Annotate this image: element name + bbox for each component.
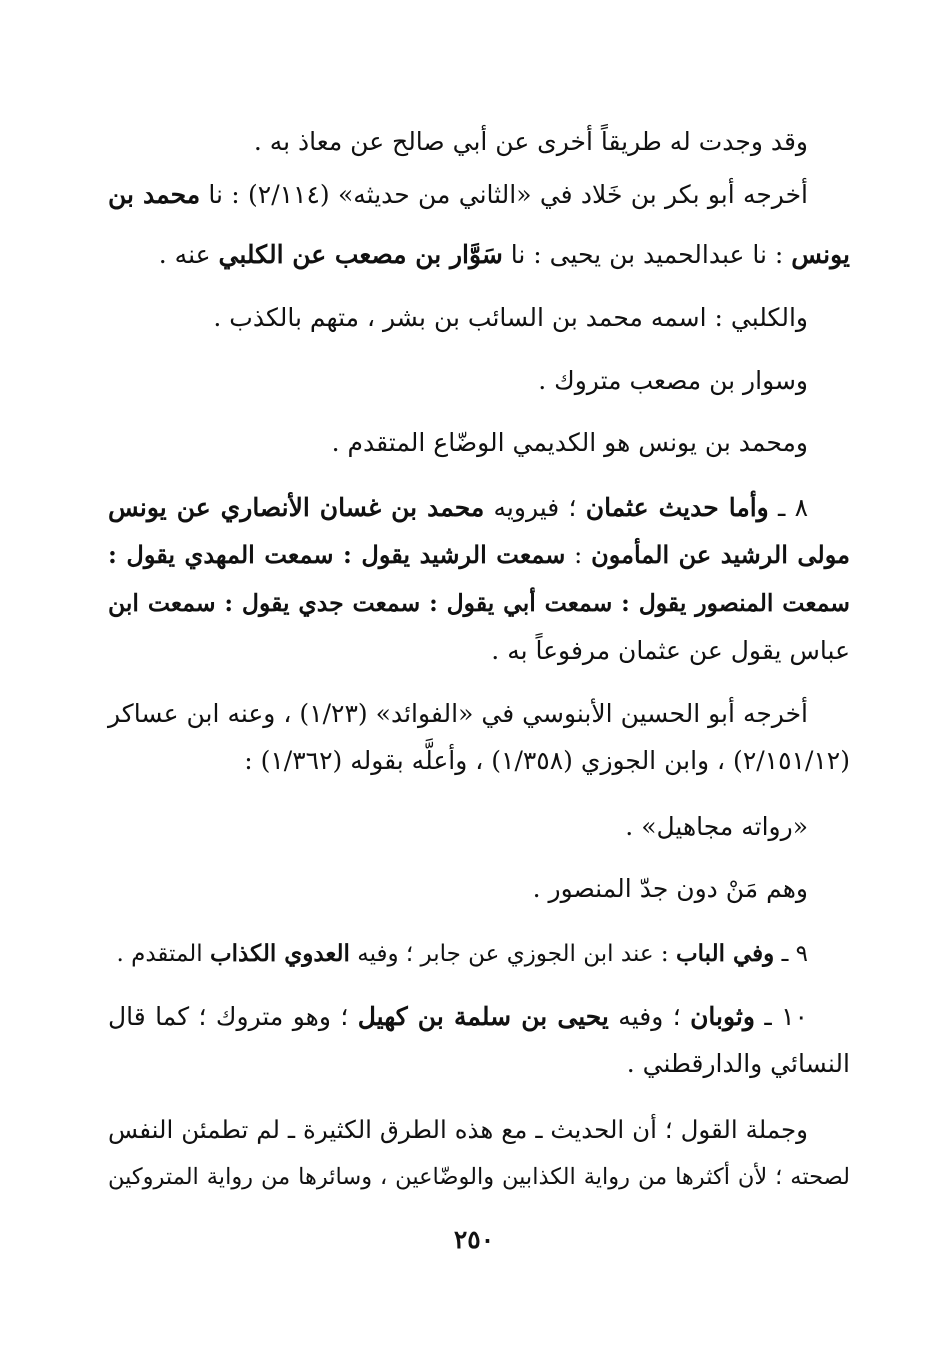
line-text: : (565, 541, 592, 569)
text-line-17 (627, 1047, 850, 1081)
text-line-8 (108, 538, 850, 572)
narrator-chain: سمعت المنصور يقول : سمعت أبي يقول : سمعت جدي يقول : سمعت ابن (108, 589, 850, 617)
quoted-text: «رواته مجاهيل» . (625, 812, 808, 841)
line-text: عنه . (158, 240, 219, 269)
text-line-12 (244, 744, 850, 778)
narrator-chain: مولى الرشيد عن المأمون (591, 540, 850, 569)
text-line-13 (625, 810, 808, 844)
text-line-15 (116, 937, 808, 971)
text-line-7 (108, 491, 808, 525)
text-line-4 (213, 301, 808, 335)
line-text: أخرجه أبو الحسين الأبنوسي في «الفوائد» (١/٢٣) ، وعنه ابن عساكر (108, 699, 809, 728)
line-text: النسائي والدارقطني . (626, 1049, 850, 1078)
narrator-chain: محمد بن غسان الأنصاري عن يونس (108, 493, 485, 522)
line-text: ؛ فيرويه (484, 493, 586, 522)
line-text: : عند ابن الجوزي عن جابر ؛ وفيه (349, 941, 676, 967)
line-text: وقد وجدت له طريقاً أخرى عن أبي صالح عن معاذ به . (253, 127, 808, 156)
line-text: والكلبي : اسمه محمد بن السائب بن بشر ، متهم بالكذب . (213, 303, 808, 332)
line-text: أخرجه أبو بكر بن خَلاد في «الثاني من حديثه» (٢/١١٤) : نا (200, 180, 808, 209)
text-line-3 (159, 238, 850, 272)
text-line-2 (108, 178, 808, 212)
narrator-name: محمد بن (108, 180, 201, 209)
section-heading: وفي الباب (675, 940, 775, 967)
line-text: : نا عبدالحميد بن يحيى : نا (502, 240, 792, 269)
text-line-11 (108, 697, 808, 731)
text-line-18 (108, 1113, 808, 1147)
line-text: (٢/١٥١/١٢) ، وابن الجوزي (١/٣٥٨) ، وأعلَّه بقوله (١/٣٦٢) : (244, 746, 850, 775)
narrator-chain: سمعت الرشيد يقول : سمعت المهدي يقول : (108, 540, 566, 569)
line-text: وسوار بن مصعب متروك . (538, 366, 808, 395)
narrator-name: يحيى بن سلمة بن كهيل (357, 1002, 609, 1031)
text-line-9 (108, 586, 850, 620)
text-line-19 (108, 1160, 850, 1194)
line-text: وجملة القول ؛ أن الحديث ـ مع هذه الطرق الكثيرة ـ لم تطمئن النفس (108, 1115, 808, 1144)
text-line-16 (108, 1000, 808, 1034)
text-line-6 (332, 426, 808, 460)
line-text: ؛ وهو متروك ؛ كما قال (108, 1002, 358, 1031)
narrator-name: سَوَّار بن مصعب عن الكلبي (218, 240, 503, 269)
line-text: ٨ ـ (768, 493, 809, 522)
text-line-10 (491, 634, 850, 668)
page-number: ٢٥٠ (453, 1225, 495, 1254)
narrator-name: العدوي الكذاب (210, 940, 350, 967)
hadith-heading: وثوبان (690, 1002, 755, 1031)
text-line-1 (254, 125, 808, 159)
text-line-5 (538, 364, 808, 398)
line-text: المتقدم . (116, 941, 211, 967)
line-text: ؛ وفيه (608, 1002, 691, 1031)
line-text: وهم مَنْ دون جدّ المنصور . (532, 874, 808, 903)
hadith-heading: وأما حديث عثمان (585, 493, 769, 522)
line-text: عباس يقول عن عثمان مرفوعاً به . (491, 636, 850, 665)
line-text: ومحمد بن يونس هو الكديمي الوضّاع المتقدم . (331, 428, 808, 457)
line-text: لصحته ؛ لأن أكثرها من رواية الكذابين والوضّاعين ، وسائرها من رواية المتروكين (108, 1164, 850, 1190)
line-text: ١٠ ـ (754, 1002, 808, 1031)
narrator-name: يونس (791, 240, 850, 269)
line-text: ٩ ـ (774, 941, 808, 967)
text-line-14 (533, 872, 808, 906)
